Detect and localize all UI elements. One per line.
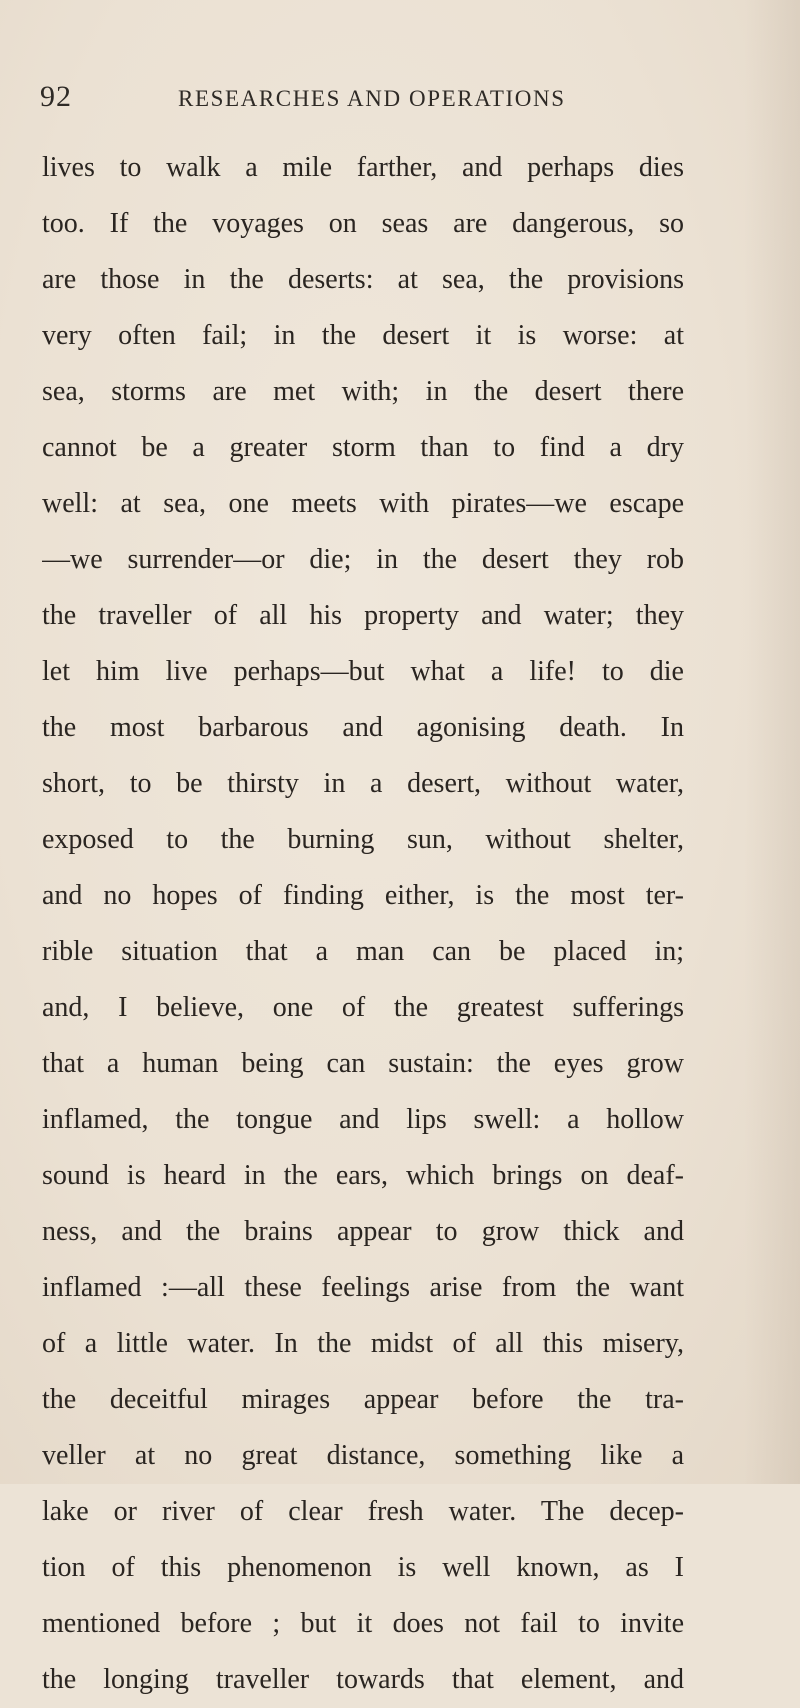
text-line: inflamed, the tongue and lips swell: a hollow — [42, 1104, 684, 1135]
text-line: too. If the voyages on seas are dangerous, so — [42, 208, 684, 239]
text-line: lake or river of clear fresh water. The decep- — [42, 1496, 684, 1527]
text-line: very often fail; in the desert it is worse: at — [42, 320, 684, 351]
text-line: are those in the deserts: at sea, the provisions — [42, 264, 684, 295]
text-line: inflamed :—all these feelings arise from the want — [42, 1272, 684, 1303]
page-number: 92 — [40, 80, 72, 113]
text-line: short, to be thirsty in a desert, without water, — [42, 768, 684, 799]
text-line: that a human being can sustain: the eyes grow — [42, 1048, 684, 1079]
body-text — [42, 140, 684, 1708]
running-head: RESEARCHES AND OPERATIONS — [178, 86, 566, 111]
text-line: and, I believe, one of the greatest sufferings — [42, 992, 684, 1023]
text-line: the traveller of all his property and water; they — [42, 600, 684, 631]
text-line: let him live perhaps—but what a life! to die — [42, 656, 684, 687]
page-header — [40, 80, 760, 120]
text-line: well: at sea, one meets with pirates—we escape — [42, 488, 684, 519]
text-line: sea, storms are met with; in the desert there — [42, 376, 684, 407]
text-line: the longing traveller towards that element, and — [42, 1664, 684, 1695]
text-line: cannot be a greater storm than to find a dry — [42, 432, 684, 463]
text-line: veller at no great distance, something like a — [42, 1440, 684, 1471]
text-line: the most barbarous and agonising death. In — [42, 712, 684, 743]
text-line: exposed to the burning sun, without shelter, — [42, 824, 684, 855]
text-line: mentioned before ; but it does not fail to invite — [42, 1608, 684, 1639]
text-line: the deceitful mirages appear before the tra- — [42, 1384, 684, 1415]
text-line: —we surrender—or die; in the desert they rob — [42, 544, 684, 575]
text-line: and no hopes of finding either, is the most ter- — [42, 880, 684, 911]
text-line: sound is heard in the ears, which brings on deaf- — [42, 1160, 684, 1191]
text-line: ness, and the brains appear to grow thick and — [42, 1216, 684, 1247]
text-line: of a little water. In the midst of all this misery, — [42, 1328, 684, 1359]
text-line: lives to walk a mile farther, and perhaps dies — [42, 152, 684, 183]
text-line: rible situation that a man can be placed in; — [42, 936, 684, 967]
text-line: tion of this phenomenon is well known, as I — [42, 1552, 684, 1583]
